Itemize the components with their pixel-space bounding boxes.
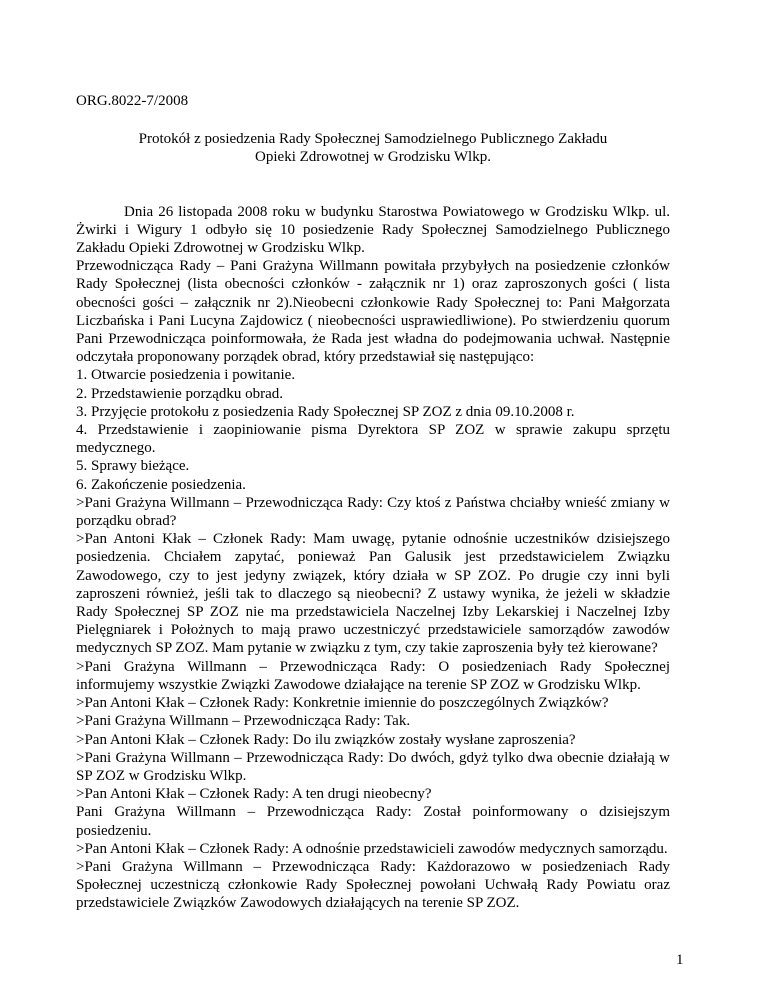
document-reference: ORG.8022-7/2008	[76, 93, 189, 109]
agenda-item: 4. Przedstawienie i zaopiniowanie pisma Dyrektora SP ZOZ w sprawie zakupu sprzętu medycznego.	[76, 422, 670, 457]
title-line: Opieki Zdrowotnej w Grodzisku Wlkp.	[255, 149, 491, 166]
dialogue-entry: >Pan Antoni Kłak – Członek Rady: A odnośnie przedstawicieli zawodów medycznych samorządu.	[76, 840, 668, 857]
agenda-list	[76, 366, 670, 493]
page-number: 1	[676, 952, 684, 968]
dialogue-entry: >Pani Grażyna Willmann – Przewodnicząca Rady: O posiedzeniach Rady Społecznej informujemy wszystkie Związki Zawodowe działające na terenie SP ZOZ w Grodzisku Wlkp.	[76, 658, 670, 693]
dialogue-entry: >Pani Grażyna Willmann – Przewodnicząca Rady: Czy ktoś z Państwa chciałby wnieść zmiany w porządku obrad?	[76, 494, 670, 530]
dialogue-entry: >Pani Grażyna Willmann – Przewodnicząca Rady: Tak.	[76, 713, 411, 730]
title-line: Protokół z posiedzenia Rady Społecznej Samodzielnego Publicznego Zakładu	[138, 131, 608, 148]
agenda-item: 2. Przedstawienie porządku obrad.	[76, 385, 284, 402]
agenda-item: 6. Zakończenie posiedzenia.	[76, 476, 246, 493]
dialogue-entry: Pani Grażyna Willmann – Przewodnicząca Rady: Został poinformowany o dzisiejszym posiedzeniu.	[76, 804, 670, 839]
dialogue-entry: >Pani Grażyna Willmann – Przewodnicząca Rady: Każdorazowo w posiedzeniach Rady Społecznej uczestniczą członkowie Rady Społecznej powołani Uchwałą Rady Powiatu oraz przedstawiciele Związków Zawodowych działających na terenie SP ZOZ.	[76, 858, 670, 912]
dialogue-entry: >Pan Antoni Kłak – Członek Rady: Do ilu związków zostały wysłane zaproszenia?	[76, 731, 576, 748]
dialogue-entry: >Pan Antoni Kłak – Członek Rady: A ten drugi nieobecny?	[76, 786, 432, 803]
dialogue-entry: >Pan Antoni Kłak – Członek Rady: Konkretnie imiennie do poszczególnych Związków?	[76, 695, 609, 712]
opening-paragraph: Dnia 26 listopada 2008 roku w budynku Starostwa Powiatowego w Grodzisku Wlkp. ul. Żwirki i Wigury 1 odbyło się 10 posiedzenie Rady Społecznej Samodzielnego Publicznego Zakładu Opieki Zdrowotnej w Grodzisku Wlkp.	[76, 203, 670, 257]
document-title	[76, 130, 670, 166]
agenda-item: 3. Przyjęcie protokołu z posiedzenia Rady Społecznej SP ZOZ z dnia 09.10.2008 r.	[76, 403, 575, 420]
dialogue-section	[76, 494, 670, 913]
dialogue-entry: >Pan Antoni Kłak – Członek Rady: Mam uwagę, pytanie odnośnie uczestników dzisiejszego posiedzenia. Chciałem zapytać, ponieważ Pan Galusik jest przedstawicielem Związku Zawodowego, czy to jest jedyny związek, który działa w SP ZOZ. Po drugie czy inni byli zaproszeni również, jeśli tak to dlaczego są nieobecni? Z ustawy wynika, że jeżeli w składzie Rady Społecznej SP ZOZ nie ma przedstawiciela Naczelnej Izby Lekarskiej i Naczelnej Izby Pielęgniarek i Położnych to mają prawo uczestniczyć przedstawiciele samorządów zawodów medycznych SP ZOZ. Mam pytanie w związku z tym, czy takie zaproszenia były też kierowane?	[76, 531, 670, 657]
dialogue-entry: >Pani Grażyna Willmann – Przewodnicząca Rady: Do dwóch, gdyż tylko dwa obecnie działają w SP ZOZ w Grodzisku Wlkp.	[76, 749, 670, 784]
greeting-paragraph: Przewodnicząca Rady – Pani Grażyna Willmann powitała przybyłych na posiedzenie członków Rady Społecznej (lista obecności członków - załącznik nr 1) oraz zaproszonych gości ( lista obecności gości – załącznik nr 2).Nieobecni członkowie Rady Społecznej to: Pani Małgorzata Liczbańska i Pani Lucyna Zajdowicz ( nieobecności usprawiedliwione). Po stwierdzeniu quorum Pani Przewodnicząca poinformowała, że Rada jest władna do podejmowania uchwał. Następnie odczytała proponowany porządek obrad, który przedstawiał się następująco:	[76, 258, 670, 366]
document-body	[76, 92, 670, 913]
agenda-item: 1. Otwarcie posiedzenia i powitanie.	[76, 367, 296, 384]
agenda-item: 5. Sprawy bieżące.	[76, 458, 190, 475]
